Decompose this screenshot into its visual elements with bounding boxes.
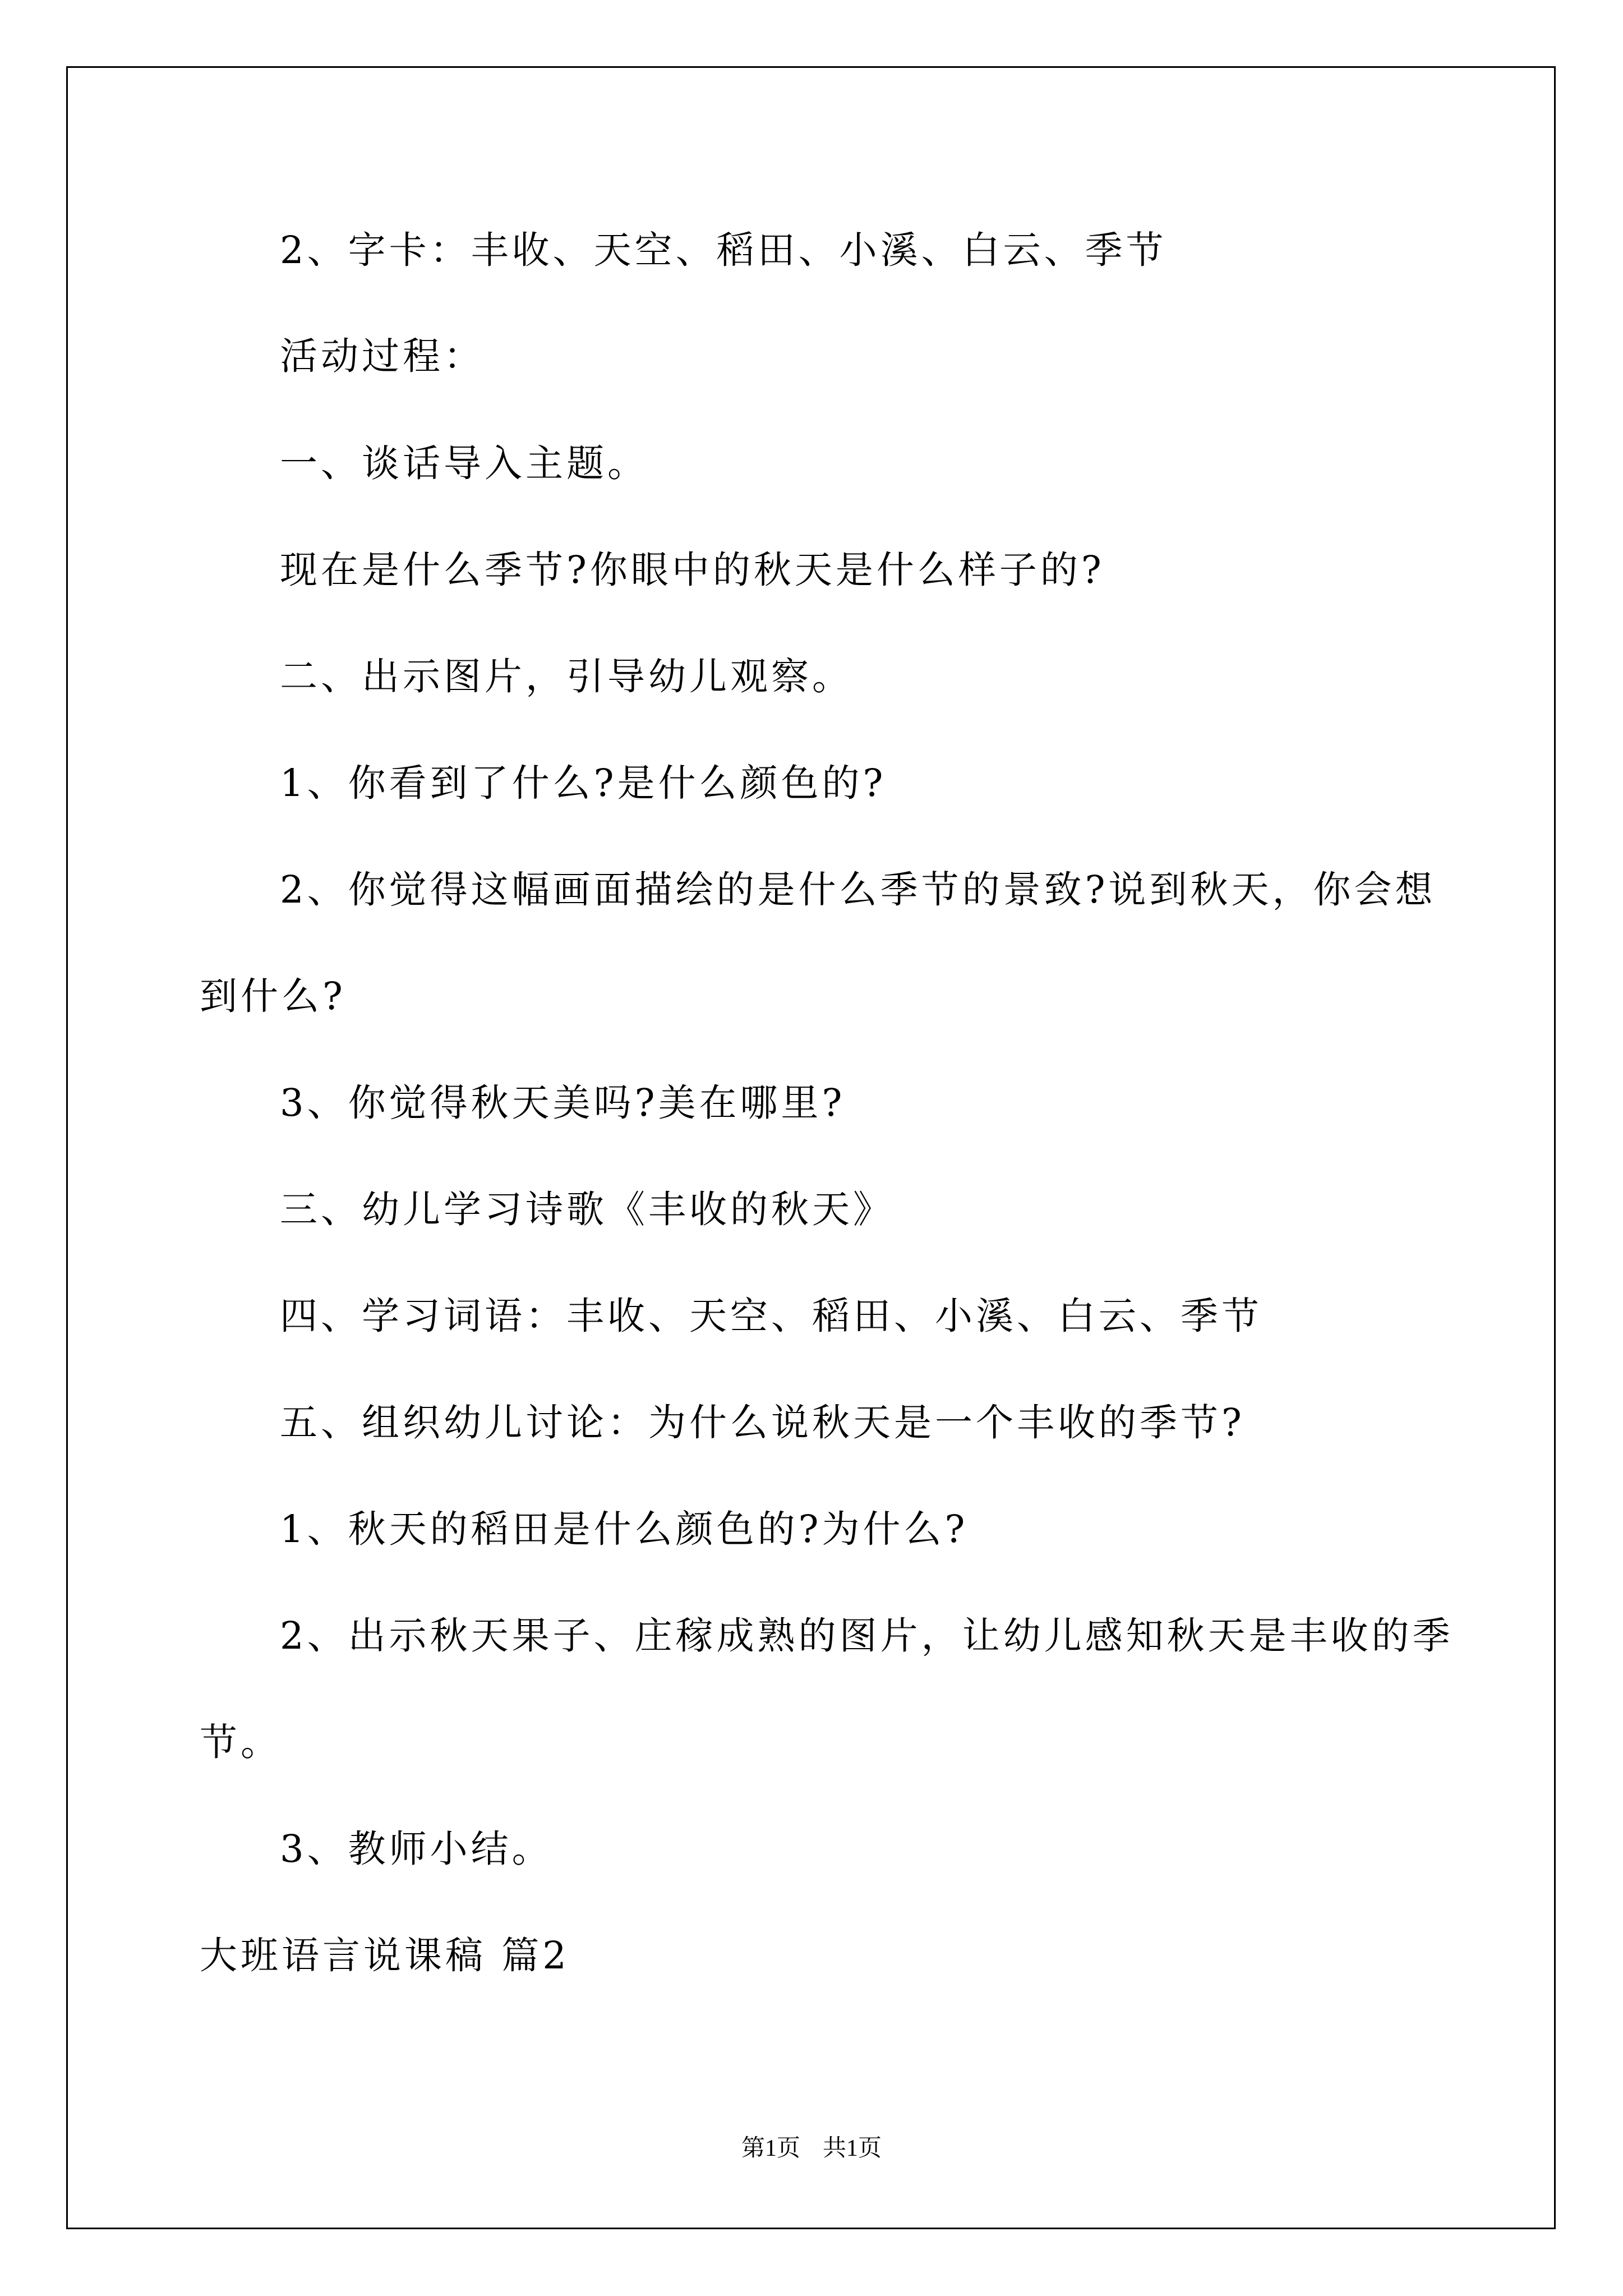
text-line-14: 2、出示秋天果子、庄稼成熟的图片，让幼儿感知秋天是丰收的季 (280, 1614, 1454, 1658)
text-line-12: 五、组织幼儿讨论：为什么说秋天是一个丰收的季节? (280, 1401, 1245, 1444)
text-line-5: 二、出示图片，引导幼儿观察。 (280, 655, 853, 698)
text-line-10: 三、幼儿学习诗歌《丰收的秋天》 (280, 1188, 894, 1231)
page-border (66, 66, 1556, 2229)
text-line-7: 2、你觉得这幅画面描绘的是什么季节的景致?说到秋天，你会想 (280, 868, 1436, 912)
current-page-label: 第1页 (741, 2136, 800, 2161)
text-line-1: 2、字卡：丰收、天空、稻田、小溪、白云、季节 (280, 228, 1167, 272)
section-heading: 大班语言说课稿 篇2 (200, 1934, 570, 1977)
text-line-16: 3、教师小结。 (280, 1827, 553, 1871)
total-pages-label: 共1页 (823, 2136, 882, 2161)
text-line-8: 到什么? (200, 974, 346, 1018)
text-line-4: 现在是什么季节?你眼中的秋天是什么样子的? (280, 548, 1105, 592)
text-line-6: 1、你看到了什么?是什么颜色的? (280, 761, 887, 805)
text-line-3: 一、谈话导入主题。 (280, 441, 648, 485)
text-line-13: 1、秋天的稻田是什么颜色的?为什么? (280, 1507, 969, 1551)
text-line-2: 活动过程： (280, 334, 485, 378)
text-line-11: 四、学习词语：丰收、天空、稻田、小溪、白云、季节 (280, 1294, 1262, 1338)
text-line-15: 节。 (200, 1720, 282, 1764)
text-line-9: 3、你觉得秋天美吗?美在哪里? (280, 1081, 846, 1125)
page-footer (0, 2134, 1623, 2162)
